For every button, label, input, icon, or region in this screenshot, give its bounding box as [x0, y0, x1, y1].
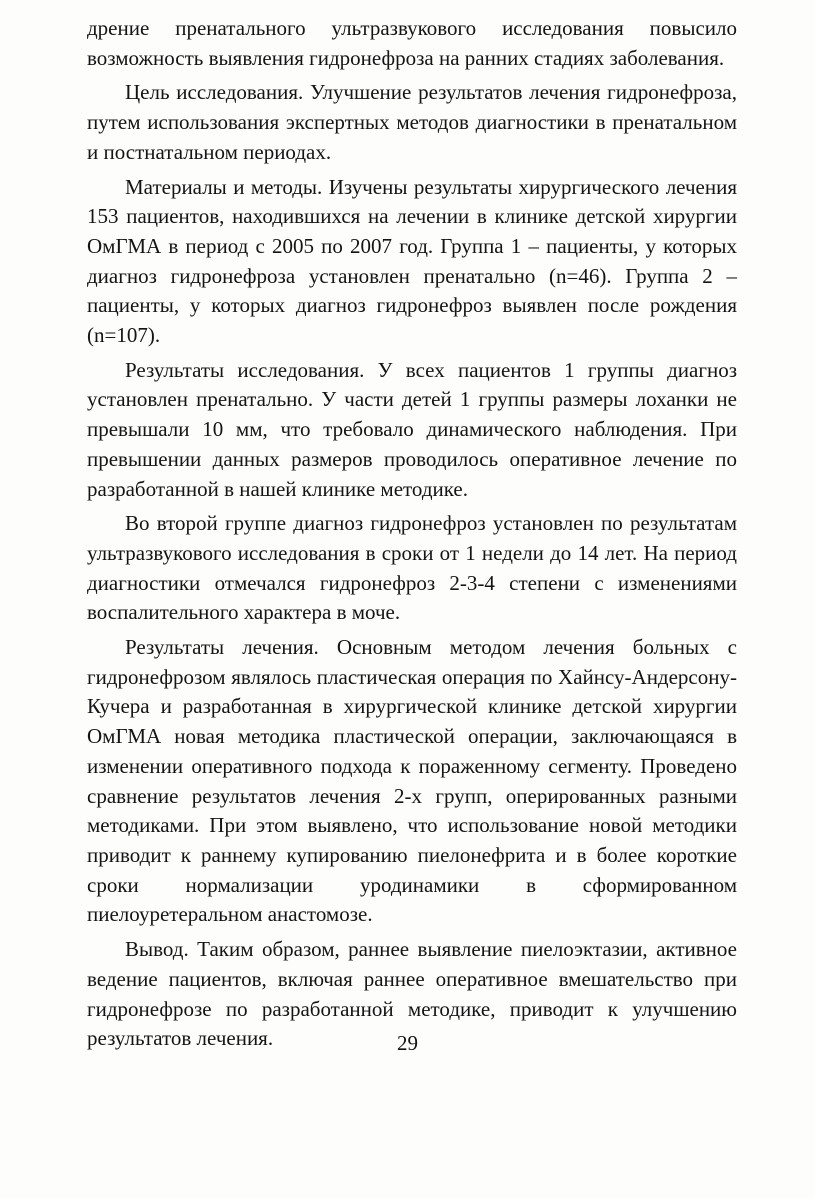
paragraph-treatment-results: Результаты лечения. Основным методом лечения больных с гидронефрозом являлось пластическая операция по Хайнсу-Андерсону-Кучера и разработанная в хирургической клинике детской хирургии ОмГМА новая методика пластической операции, заключающаяся в изменении оперативного подхода к пораженному сегменту. Проведено сравнение результатов лечения 2-х групп, оперированных разными методиками. При этом выявлено, что использование новой методики приводит к раннему купированию пиелонефрита и в более короткие сроки нормализации уродинамики в сформированном пиелоуретеральном анастомозе. — [87, 635, 737, 927]
paragraph-second-group: Во второй группе диагноз гидронефроз установлен по результатам ультразвукового исследования в сроки от 1 недели до 14 лет. На период диагностики отмечался гидронефроз 2-3-4 степени с изменениями воспалительного характера в моче. — [87, 511, 737, 625]
paragraph-conclusion: Вывод. Таким образом, раннее выявление пиелоэктазии, активное ведение пациентов, включая раннее оперативное вмешательство при гидронефрозе по разработанной методике, приводит к улучшению результатов лечения. — [87, 937, 737, 1051]
paragraph-intro-continuation: дрение пренатального ультразвукового исследования повысило возможность выявления гидронефроза на ранних стадиях заболевания. — [87, 16, 737, 70]
paragraph-materials-methods: Материалы и методы. Изучены результаты хирургического лечения 153 пациентов, находившихся на лечении в клинике детской хирургии ОмГМА в период с 2005 по 2007 год. Группа 1 – пациенты, у которых диагноз гидронефроза установлен пренатально (n=46). Группа 2 – пациенты, у которых диагноз гидронефроз выявлен после рождения (n=107). — [87, 174, 737, 348]
paragraph-study-results: Результаты исследования. У всех пациентов 1 группы диагноз установлен пренатально. У части детей 1 группы размеры лоханки не превышали 10 мм, что требовало динамического наблюдения. При превышении данных размеров проводилось оперативное лечение по разработанной в нашей клинике методике. — [87, 357, 737, 501]
paragraph-goal: Цель исследования. Улучшение результатов лечения гидронефроза, путем использования экспертных методов диагностики в пренатальном и постнатальном периодах. — [87, 80, 737, 164]
page-number: 29 — [397, 1031, 418, 1055]
body-text — [87, 14, 737, 1059]
